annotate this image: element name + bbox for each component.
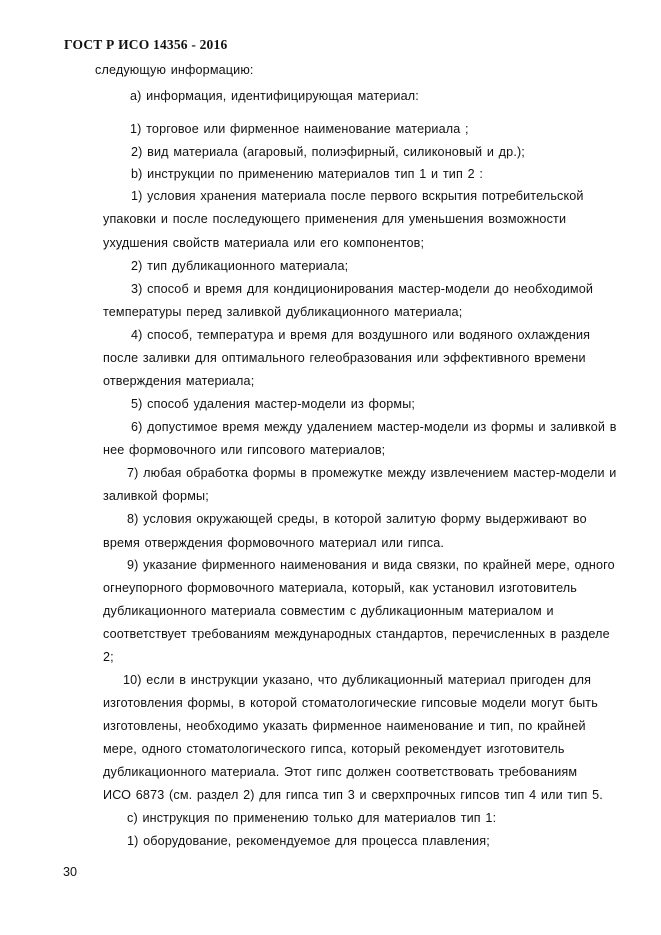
text-line: с) инструкция по применению только для материалов тип 1: <box>127 811 497 825</box>
text-line: изготовления формы, в которой стоматологические гипсовые модели могут быть <box>103 696 598 710</box>
text-line: соответствует требованиям международных стандартов, перечисленных в разделе <box>103 627 610 641</box>
text-line: а) информация, идентифицирующая материал: <box>130 89 419 103</box>
text-line: 9) указание фирменного наименования и вида связки, по крайней мере, одного <box>127 558 615 572</box>
text-line: 7) любая обработка формы в промежутке между извлечением мастер-модели и <box>127 466 617 480</box>
text-line: дубликационного материала совместим с дубликационным материалом и <box>103 604 554 618</box>
text-line: следующую информацию: <box>95 63 254 77</box>
text-line: мере, одного стоматологического гипса, который рекомендует изготовитель <box>103 742 565 756</box>
text-line: упаковки и после последующего применения для уменьшения возможности <box>103 212 567 226</box>
text-line: заливкой формы; <box>103 489 209 503</box>
document-header: ГОСТ Р ИСО 14356 - 2016 <box>64 37 228 52</box>
text-line: 8) условия окружающей среды, в которой залитую форму выдерживают во <box>127 512 587 526</box>
text-line: 6) допустимое время между удалением мастер-модели из формы и заливкой в <box>131 420 617 434</box>
text-line: ИСО 6873 (см. раздел 2) для гипса тип 3 и сверхпрочных гипсов тип 4 или тип 5. <box>103 788 603 802</box>
text-line: после заливки для оптимального гелеобразования или эффективного времени <box>103 351 586 365</box>
page-number: 30 <box>63 865 78 879</box>
text-line: дубликационного материала. Этот гипс должен соответствовать требованиям <box>103 765 578 779</box>
text-line: время отверждения формовочного материал или гипса. <box>103 536 445 550</box>
text-line: 1) оборудование, рекомендуемое для процесса плавления; <box>127 834 490 848</box>
text-line: изготовлены, необходимо указать фирменное наименование и тип, по крайней <box>103 719 586 733</box>
text-line: b) инструкции по применению материалов тип 1 и тип 2 : <box>131 167 484 181</box>
text-line: 2) вид материала (агаровый, полиэфирный, силиконовый и др.); <box>131 145 525 159</box>
text-line: 1) условия хранения материала после первого вскрытия потребительской <box>131 189 584 203</box>
text-line: 4) способ, температура и время для воздушного или водяного охлаждения <box>131 328 591 342</box>
text-line: 2) тип дубликационного материала; <box>131 259 349 273</box>
text-line: 2; <box>103 650 114 664</box>
text-line: 1) торговое или фирменное наименование материала ; <box>130 122 469 136</box>
text-line: нее формовочного или гипсового материалов; <box>103 443 386 457</box>
text-line: 10) если в инструкции указано, что дубликационный материал пригоден для <box>123 673 592 687</box>
text-line: ухудшения свойств материала или его компонентов; <box>103 236 425 250</box>
text-line: отверждения материала; <box>103 374 255 388</box>
text-line: 3) способ и время для кондиционирования мастер-модели до необходимой <box>131 282 594 296</box>
text-line: огнеупорного формовочного материала, который, как установил изготовитель <box>103 581 578 595</box>
text-line: температуры перед заливкой дубликационного материала; <box>103 305 463 319</box>
text-line: 5) способ удаления мастер-модели из формы; <box>131 397 416 411</box>
